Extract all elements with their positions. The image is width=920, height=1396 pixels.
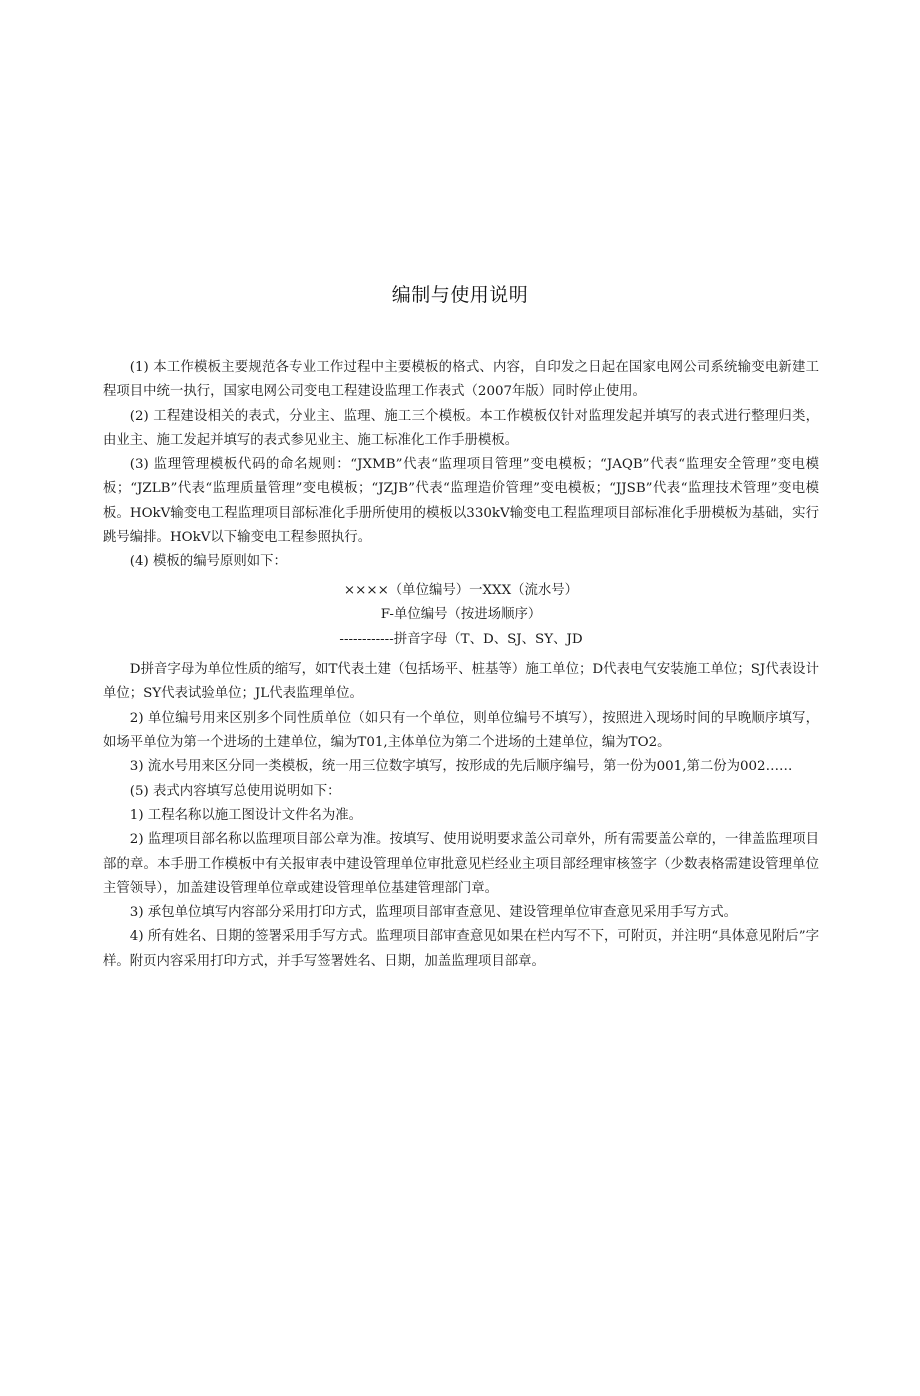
paragraph-10: 2) 监理项目部名称以监理项目部公章为准。按填写、使用说明要求盖公司章外，所有需要盖公章的，一律盖监理项目部的章。本手册工作模板中有关报审表中建设管理单位审批意见栏经业主项目部经理审核签字（少数表格需建设管理单位主管领导），加盖建设管理单位章或建设管理单位基建管理部门章。	[103, 832, 819, 896]
paragraph-8: (5) 表式内容填写总使用说明如下：	[129, 783, 341, 799]
paragraph-6: 2) 单位编号用来区别多个同性质单位（如只有一个单位，则单位编号不填写），按照进入现场时间的早晚顺序填写，如场平单位为第一个进场的土建单位，编为T01,主体单位为第二个进场的土建单位，编为TO2。	[103, 710, 819, 751]
formula-line-2: F-单位编号（按进场顺序）	[380, 607, 542, 623]
document-body	[103, 356, 819, 974]
formula-line-1: ××××（单位编号）一XXX（流水号）	[343, 582, 579, 598]
paragraph-2: (2) 工程建设相关的表式，分业主、监理、施工三个模板。本工作模板仅针对监理发起并填写的表式进行整理归类，由业主、施工发起并填写的表式参见业主、施工标准化工作手册模板。	[103, 408, 819, 448]
paragraph-7: 3) 流水号用来区分同一类模板，统一用三位数字填写，按形成的先后顺序编号，第一份为001,第二份为002……	[129, 759, 793, 775]
paragraph-3: (3) 监理管理模板代码的命名规则：“JXMB”代表“监理项目管理”变电模板；“JAQB”代表“监理安全管理”变电模板；“JZLB”代表“监理质量管理”变电模板；“JZJB”代表“监理造价管理”变电模板；“JJSB”代表“监理技术管理”变电模板。HOkV输变电工程监理项目部标准化手册所使用的模板以330kV输变电工程监理项目部标准化手册模板为基础，实行跳号编排。HOkV以下输变电工程参照执行。	[103, 457, 819, 546]
paragraph-5: D拼音字母为单位性质的缩写，如T代表土建（包括场平、桩基等）施工单位；D代表电气安装施工单位；SJ代表设计单位；SY代表试验单位；JL代表监理单位。	[103, 662, 819, 702]
paragraph-11: 3) 承包单位填写内容部分采用打印方式，监理项目部审查意见、建设管理单位审查意见采用手写方式。	[129, 905, 737, 921]
paragraph-9: 1) 工程名称以施工图设计文件名为准。	[129, 807, 363, 823]
paragraph-4: (4) 模板的编号原则如下：	[129, 554, 287, 570]
formula-line-3: ------------拼音字母（T、D、SJ、SY、JD	[339, 631, 583, 647]
numbering-formula	[103, 579, 819, 653]
paragraph-1: (1) 本工作模板主要规范各专业工作过程中主要模板的格式、内容，自印发之日起在国家电网公司系统输变电新建工程项目中统一执行，国家电网公司变电工程建设监理工作表式（2007年版）同时停止使用。	[103, 360, 819, 400]
paragraph-12: 4) 所有姓名、日期的签署采用手写方式。监理项目部审查意见如果在栏内写不下，可附页，并注明“具体意见附后”字样。附页内容采用打印方式，并手写签署姓名、日期，加盖监理项目部章。	[103, 929, 819, 969]
page-title: 编制与使用说明	[391, 284, 529, 306]
